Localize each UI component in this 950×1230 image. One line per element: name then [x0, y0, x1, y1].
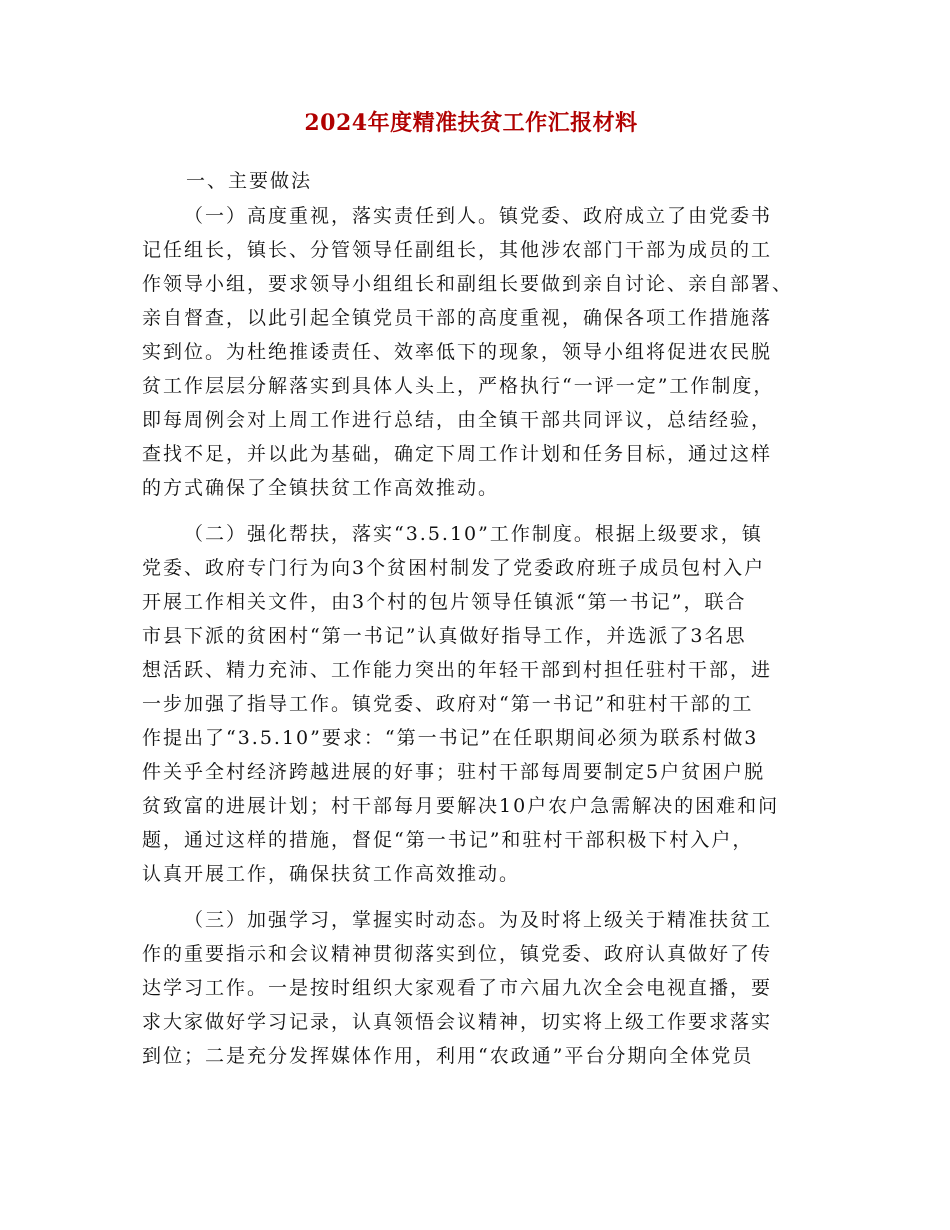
- paragraph-line: 件关乎全村经济跨越进展的好事；驻村干部每周要制定5户贫困户脱: [142, 761, 766, 783]
- paragraph-line: 一步加强了指导工作。镇党委、政府对“第一书记”和驻村干部的工: [142, 693, 754, 715]
- paragraph-line: （二）强化帮扶，落实“3.5.10”工作制度。根据上级要求，镇: [184, 523, 763, 545]
- paragraph-line: 即每周例会对上周工作进行总结，由全镇干部共同评议，总结经验，: [142, 409, 773, 431]
- paragraph: [142, 517, 800, 891]
- paragraph-line: 的方式确保了全镇扶贫工作高效推动。: [142, 477, 500, 499]
- paragraph-line: 实到位。为杜绝推诿责任、效率低下的现象，领导小组将促进农民脱: [142, 341, 773, 363]
- paragraph-line: 亲自督查，以此引起全镇党员干部的高度重视，确保各项工作措施落: [142, 307, 773, 329]
- paragraph-line: 题，通过这样的措施，督促“第一书记”和驻村干部积极下村入户，: [142, 829, 754, 851]
- paragraph-line: 贫致富的进展计划；村干部每月要解决10户农户急需解决的困难和问: [142, 795, 780, 817]
- paragraph-line: 认真开展工作，确保扶贫工作高效推动。: [142, 863, 521, 885]
- paragraph-line: 达学习工作。一是按时组织大家观看了市六届九次全会电视直播，要: [142, 977, 773, 999]
- paragraph-line: 作领导小组，要求领导小组组长和副组长要做到亲自讨论、亲自部署、: [142, 273, 794, 295]
- paragraph-line: 市县下派的贫困村“第一书记”认真做好指导工作，并选派了3名思: [142, 625, 747, 647]
- paragraph-line: （三）加强学习，掌握实时动态。为及时将上级关于精准扶贫工: [184, 909, 773, 931]
- paragraph-line: 记任组长，镇长、分管领导任副组长，其他涉农部门干部为成员的工: [142, 239, 773, 261]
- paragraph-line: 求大家做好学习记录，认真领悟会议精神，切实将上级工作要求落实: [142, 1011, 773, 1033]
- paragraph-line: （一）高度重视，落实责任到人。镇党委、政府成立了由党委书: [184, 205, 773, 227]
- paragraph-line: 作提出了“3.5.10”要求：“第一书记”在任职期间必须为联系村做3: [142, 727, 759, 749]
- paragraph-line: 党委、政府专门行为向3个贫困村制发了党委政府班子成员包村入户: [142, 557, 766, 579]
- paragraph-line: 贫工作层层分解落实到具体人头上，严格执行“一评一定”工作制度，: [142, 375, 775, 397]
- document-title: 2024年度精准扶贫工作汇报材料: [304, 110, 638, 136]
- section-heading: 一、主要做法: [186, 170, 313, 192]
- paragraph-line: 查找不足，并以此为基础，确定下周工作计划和任务目标，通过这样: [142, 443, 773, 465]
- paragraph: [142, 903, 800, 1073]
- paragraph-line: 开展工作相关文件，由3个村的包片领导任镇派“第一书记”，联合: [142, 591, 747, 613]
- paragraph: [142, 199, 800, 505]
- paragraph-line: 作的重要指示和会议精神贯彻落实到位，镇党委、政府认真做好了传: [142, 943, 773, 965]
- paragraph-line: 到位；二是充分发挥媒体作用，利用“农政通”平台分期向全体党员: [142, 1045, 754, 1067]
- paragraph-line: 想活跃、精力充沛、工作能力突出的年轻干部到村担任驻村干部，进: [142, 659, 773, 681]
- document-body: [142, 199, 800, 1073]
